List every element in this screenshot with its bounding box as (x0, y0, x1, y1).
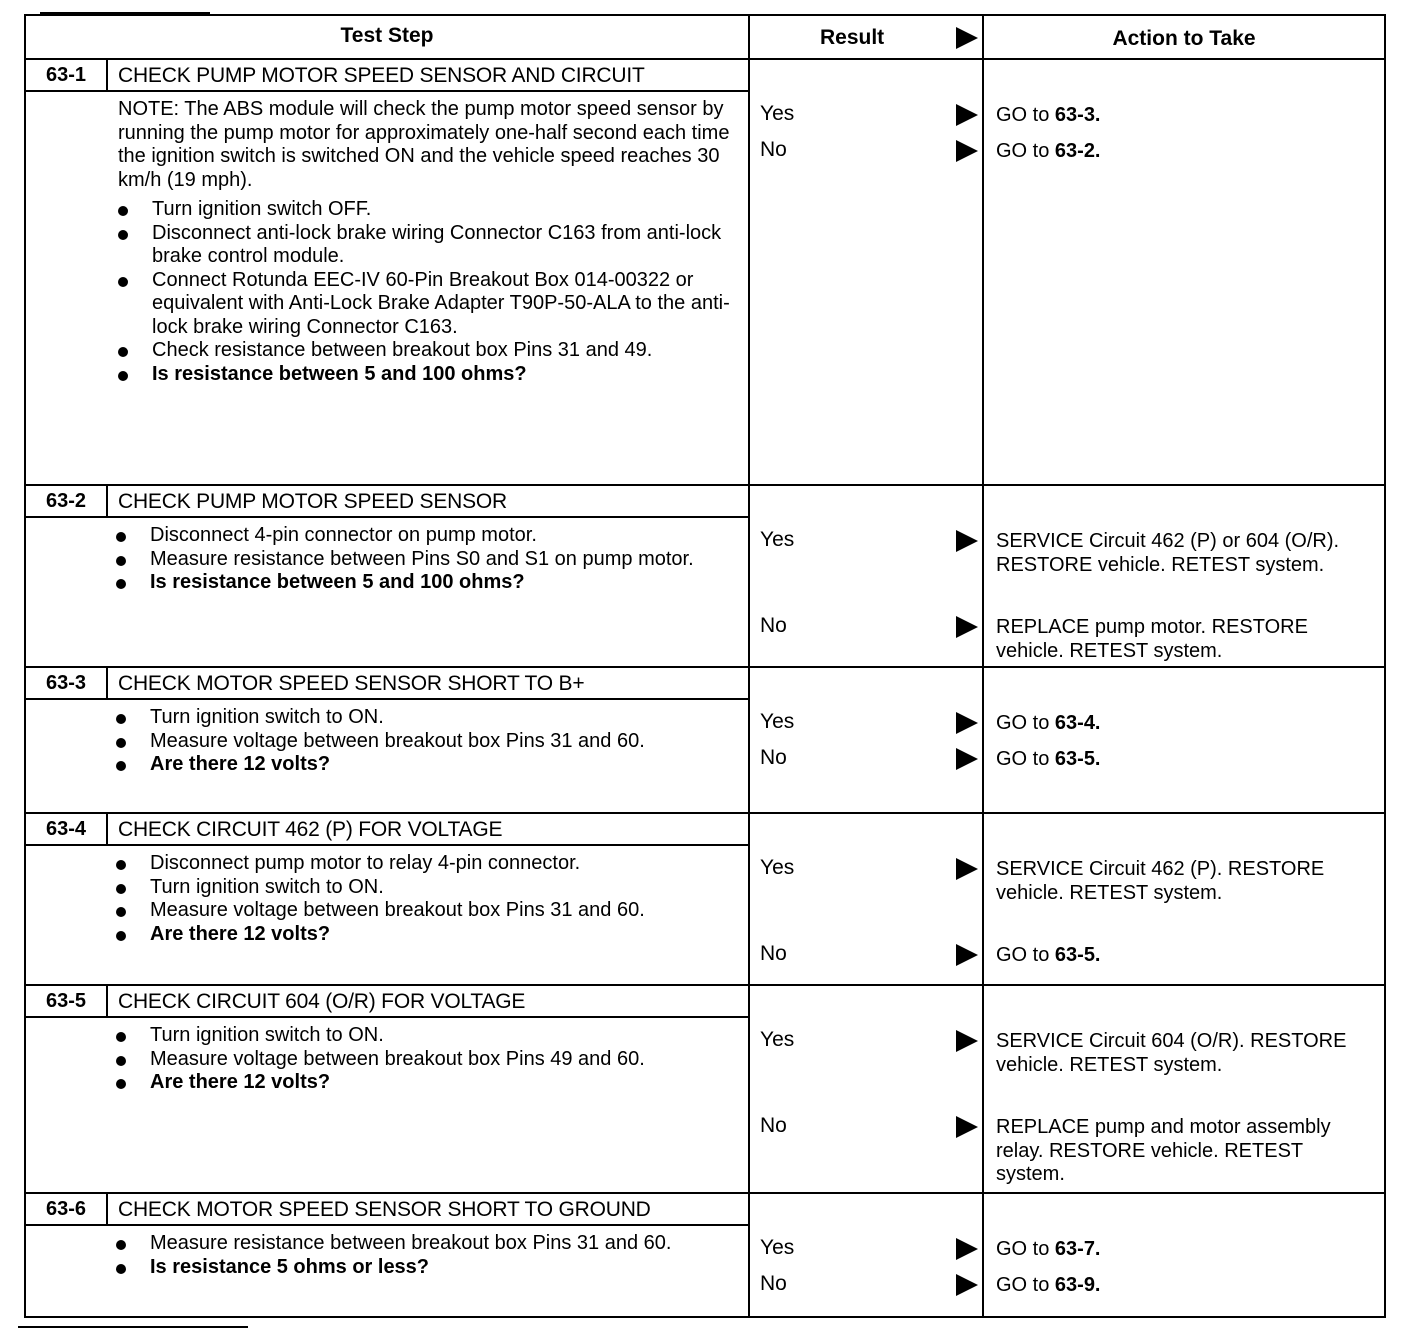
result-yes: Yes (760, 710, 795, 733)
list-item (116, 548, 736, 572)
bullet-text: Check resistance between breakout box Pins 31 and 49. (152, 339, 653, 361)
action-text: GO to (996, 712, 1055, 734)
header-result (748, 16, 982, 58)
test-step-63-5 (24, 986, 1386, 1194)
action-text: GO to (996, 748, 1055, 770)
action-yes (996, 712, 1376, 736)
action-no (996, 1116, 1376, 1187)
bullet-icon (116, 860, 126, 870)
action-no (996, 1274, 1376, 1298)
step-question: Is resistance 5 ohms or less? (150, 1255, 430, 1278)
bullet-text: Turn ignition switch OFF. (152, 198, 372, 220)
bullet-icon (116, 1056, 126, 1066)
test-step-63-1 (24, 60, 1386, 486)
step-question: Is resistance between 5 and 100 ohms? (152, 362, 527, 385)
header-action: Action to Take (982, 16, 1386, 58)
action-ref: 63-7. (1054, 1238, 1101, 1260)
list-item (118, 363, 736, 387)
step-question: Are there 12 volts? (150, 1071, 331, 1093)
arrow-icon (956, 1274, 978, 1296)
step-body (26, 1018, 748, 1099)
arrow-icon (956, 140, 978, 162)
step-question: Are there 12 volts? (150, 922, 331, 945)
bottom-rule (18, 1326, 248, 1328)
result-no: No (760, 1114, 787, 1137)
bullet-icon (116, 1264, 126, 1274)
bullet-text: Connect Rotunda EEC-IV 60-Pin Breakout Box 014-00322 or equivalent with Anti-Lock Brake Adapter T90P-50-ALA to the anti-lock brake wiring Connector C163. (152, 268, 730, 338)
step-bullets (116, 1024, 736, 1095)
bullet-icon (116, 1240, 126, 1250)
list-item (116, 524, 736, 548)
arrow-icon (956, 712, 978, 734)
action-yes (996, 1238, 1376, 1262)
bullet-icon (118, 347, 128, 357)
action-text: SERVICE Circuit 462 (P). RESTORE vehicle. RETEST system. (996, 858, 1325, 904)
result-no: No (760, 614, 787, 637)
action-yes (996, 858, 1376, 905)
arrow-icon (956, 1238, 978, 1260)
bullet-icon (116, 556, 126, 566)
step-number: 63-5 (26, 986, 108, 1016)
test-step-63-4 (24, 814, 1386, 986)
arrow-icon (956, 616, 978, 638)
bullet-icon (118, 371, 128, 381)
step-content (24, 1194, 748, 1316)
bullet-icon (118, 277, 128, 287)
step-content (24, 60, 748, 484)
list-item (116, 1256, 736, 1280)
list-item (116, 876, 736, 900)
arrow-icon (956, 27, 978, 49)
list-item (116, 1024, 736, 1048)
step-title: CHECK PUMP MOTOR SPEED SENSOR AND CIRCUIT (118, 64, 645, 87)
bullet-icon (116, 532, 126, 542)
step-title-bar (26, 814, 748, 846)
step-bullets (116, 1232, 736, 1279)
step-body (26, 846, 748, 950)
bullet-icon (118, 230, 128, 240)
step-title: CHECK MOTOR SPEED SENSOR SHORT TO GROUND (118, 1198, 651, 1221)
action-yes (996, 1030, 1376, 1077)
bullet-icon (118, 206, 128, 216)
step-title-bar (26, 1194, 748, 1226)
step-bullets (116, 852, 736, 946)
action-yes (996, 530, 1376, 577)
action-cell (982, 486, 1386, 666)
action-text: GO to (996, 944, 1055, 966)
action-text: REPLACE pump and motor assembly relay. RESTORE vehicle. RETEST system. (996, 1116, 1331, 1185)
step-content (24, 986, 748, 1192)
arrow-icon (956, 748, 978, 770)
action-ref: 63-2. (1054, 140, 1101, 162)
action-text: GO to (996, 104, 1055, 126)
step-number: 63-3 (26, 668, 108, 698)
bullet-text: Measure voltage between breakout box Pins 49 and 60. (150, 1047, 645, 1070)
step-title: CHECK CIRCUIT 604 (O/R) FOR VOLTAGE (118, 990, 526, 1013)
result-yes: Yes (760, 1028, 795, 1051)
action-yes (996, 104, 1376, 128)
bullet-icon (116, 884, 126, 894)
bullet-icon (116, 579, 126, 589)
bullet-icon (116, 761, 126, 771)
list-item (118, 339, 736, 363)
action-text: SERVICE Circuit 462 (P) or 604 (O/R). RESTORE vehicle. RETEST system. (996, 530, 1340, 576)
action-text: GO to (996, 140, 1055, 162)
action-cell (982, 986, 1386, 1192)
action-text: SERVICE Circuit 604 (O/R). RESTORE vehicle. RETEST system. (996, 1030, 1347, 1076)
arrow-icon (956, 104, 978, 126)
result-no: No (760, 1272, 787, 1295)
step-body (26, 92, 748, 390)
action-cell (982, 668, 1386, 812)
step-title: CHECK PUMP MOTOR SPEED SENSOR (118, 490, 507, 513)
list-item (116, 706, 736, 730)
bullet-text: Turn ignition switch to ON. (150, 706, 384, 728)
list-item (116, 899, 736, 923)
bullet-text: Measure voltage between breakout box Pins 31 and 60. (150, 899, 645, 921)
list-item (116, 1232, 736, 1256)
bullet-text: Measure resistance between Pins S0 and S1 on pump motor. (150, 547, 694, 570)
list-item (116, 753, 736, 777)
test-step-63-6 (24, 1194, 1386, 1318)
action-ref: 63-5. (1054, 748, 1101, 770)
step-body (26, 1226, 748, 1283)
step-question: Is resistance between 5 and 100 ohms? (150, 571, 525, 593)
action-cell (982, 814, 1386, 984)
step-question: Are there 12 volts? (150, 753, 331, 775)
bullet-text: Measure voltage between breakout box Pins 31 and 60. (150, 729, 645, 752)
step-content (24, 668, 748, 812)
test-step-63-3 (24, 668, 1386, 814)
header-test-step: Test Step (24, 16, 748, 58)
step-title-bar (26, 486, 748, 518)
bullet-text: Disconnect anti-lock brake wiring Connector C163 from anti-lock brake control module. (152, 221, 722, 267)
bullet-text: Disconnect 4-pin connector on pump motor. (150, 524, 537, 546)
test-step-63-2 (24, 486, 1386, 668)
list-item (116, 852, 736, 876)
step-body (26, 518, 748, 599)
bullet-text: Disconnect pump motor to relay 4-pin connector. (150, 852, 581, 874)
result-no: No (760, 942, 787, 965)
result-cell (748, 814, 982, 984)
result-yes: Yes (760, 856, 795, 879)
bullet-icon (116, 1032, 126, 1042)
result-yes: Yes (760, 102, 795, 125)
action-text: GO to (996, 1274, 1055, 1296)
bullet-text: Turn ignition switch to ON. (150, 1024, 384, 1046)
result-no: No (760, 138, 787, 161)
step-bullets (116, 524, 736, 595)
step-title: CHECK CIRCUIT 462 (P) FOR VOLTAGE (118, 818, 503, 841)
list-item (116, 1071, 736, 1095)
arrow-icon (956, 944, 978, 966)
action-no (996, 748, 1376, 772)
header-result-label: Result (820, 26, 885, 49)
step-bullets (118, 198, 736, 386)
step-title: CHECK MOTOR SPEED SENSOR SHORT TO B+ (118, 672, 585, 695)
step-title-bar (26, 668, 748, 700)
action-ref: 63-9. (1054, 1274, 1101, 1296)
step-bullets (116, 706, 736, 777)
bullet-text: Turn ignition switch to ON. (150, 875, 384, 898)
list-item (116, 1048, 736, 1072)
list-item (116, 923, 736, 947)
step-number: 63-2 (26, 486, 108, 516)
step-number: 63-1 (26, 60, 108, 90)
list-item (116, 571, 736, 595)
step-number: 63-6 (26, 1194, 108, 1224)
bullet-icon (116, 714, 126, 724)
list-item (118, 198, 736, 222)
result-cell (748, 1194, 982, 1316)
action-ref: 63-3. (1054, 104, 1101, 126)
step-body (26, 700, 748, 781)
action-text: REPLACE pump motor. RESTORE vehicle. RETEST system. (996, 616, 1308, 662)
step-title-bar (26, 60, 748, 92)
action-ref: 63-4. (1054, 712, 1101, 734)
bullet-icon (116, 931, 126, 941)
table-header (24, 14, 1386, 60)
bullet-icon (116, 907, 126, 917)
result-cell (748, 668, 982, 812)
step-number: 63-4 (26, 814, 108, 844)
result-cell (748, 986, 982, 1192)
step-content (24, 486, 748, 666)
arrow-icon (956, 1116, 978, 1138)
arrow-icon (956, 530, 978, 552)
result-no: No (760, 746, 787, 769)
result-cell (748, 60, 982, 484)
result-yes: Yes (760, 528, 795, 551)
list-item (116, 730, 736, 754)
action-ref: 63-5. (1054, 944, 1101, 966)
action-cell (982, 1194, 1386, 1316)
action-text: GO to (996, 1238, 1055, 1260)
list-item (118, 222, 736, 269)
bullet-text: Measure resistance between breakout box Pins 31 and 60. (150, 1232, 672, 1254)
step-note: NOTE: The ABS module will check the pump motor speed sensor by running the pump motor for approximately one-half second each time the ignition switch is switched ON and the vehicle speed reaches 30 km/h (19 mph). (118, 98, 730, 191)
bullet-icon (116, 738, 126, 748)
action-no (996, 140, 1376, 164)
action-no (996, 616, 1376, 663)
list-item (118, 269, 736, 340)
step-content (24, 814, 748, 984)
arrow-icon (956, 858, 978, 880)
action-no (996, 944, 1376, 968)
diagnostic-table (24, 14, 1386, 1318)
action-cell (982, 60, 1386, 484)
result-yes: Yes (760, 1236, 795, 1259)
arrow-icon (956, 1030, 978, 1052)
step-title-bar (26, 986, 748, 1018)
result-cell (748, 486, 982, 666)
bullet-icon (116, 1079, 126, 1089)
